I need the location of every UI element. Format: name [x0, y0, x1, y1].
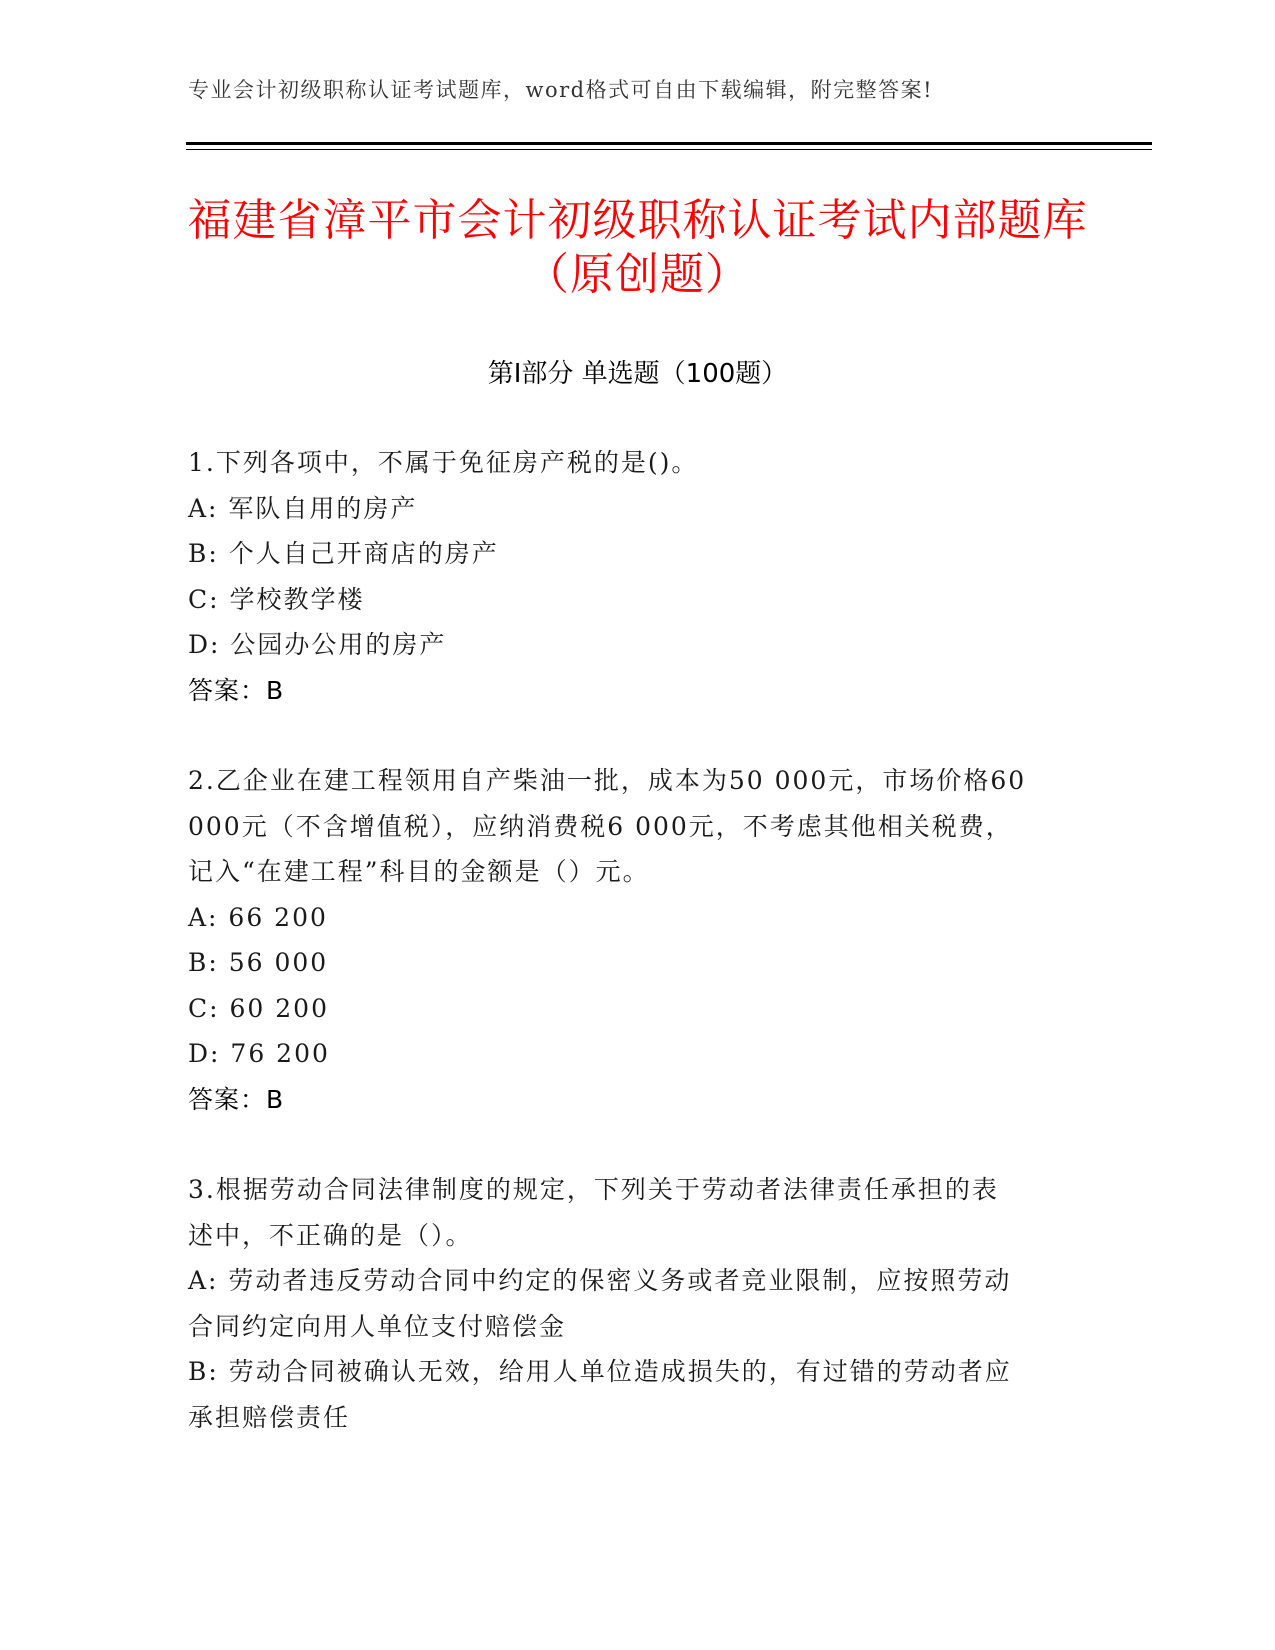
question-1-option-b: B: 个人自己开商店的房产 — [188, 539, 499, 568]
question-2-option-d: D: 76 200 — [188, 1039, 330, 1068]
question-3-stem-line-2: 述中，不正确的是（）。 — [188, 1220, 473, 1250]
header-rule-thick — [186, 142, 1152, 145]
question-3-option-a-line-1: A: 劳动者违反劳动合同中约定的保密义务或者竞业限制，应按照劳动 — [188, 1266, 1012, 1295]
question-3-option-b-line-1: B: 劳动合同被确认无效，给用人单位造成损失的，有过错的劳动者应 — [188, 1357, 1012, 1386]
question-3-option-a-line-2: 合同约定向用人单位支付赔偿金 — [188, 1311, 567, 1341]
section-heading: 第I部分 单选题（100题） — [487, 359, 788, 389]
header-rule-thin — [186, 149, 1152, 150]
header-note: 专业会计初级职称认证考试题库，word格式可自由下载编辑，附完整答案! — [188, 78, 934, 102]
question-2 — [188, 758, 1088, 1122]
question-1-stem: 1.下列各项中，不属于免征房产税的是()。 — [188, 448, 699, 477]
question-1 — [188, 440, 1088, 713]
question-3 — [188, 1167, 1088, 1440]
question-1-option-a: A: 军队自用的房产 — [188, 493, 418, 523]
question-2-answer: 答案：B — [188, 1084, 285, 1114]
question-2-option-c: C: 60 200 — [188, 993, 329, 1023]
question-2-option-b: B: 56 000 — [188, 948, 329, 977]
question-3-option-b-line-2: 承担赔偿责任 — [188, 1402, 351, 1432]
question-1-answer: 答案：B — [188, 675, 285, 705]
question-1-option-c: C: 学校教学楼 — [188, 584, 365, 614]
question-2-stem-line-3: 记入“在建工程”科目的金额是（）元。 — [188, 857, 650, 886]
question-2-stem-line-1: 2.乙企业在建工程领用自产柴油一批，成本为50 000元，市场价格60 — [188, 766, 1027, 795]
question-1-option-d: D: 公园办公用的房产 — [188, 630, 447, 659]
question-2-stem-line-2: 000元（不含增值税），应纳消费税6 000元，不考虑其他相关税费， — [188, 811, 1013, 841]
question-2-option-a: A: 66 200 — [188, 902, 328, 932]
question-3-stem-line-1: 3.根据劳动合同法律制度的规定，下列关于劳动者法律责任承担的表 — [188, 1175, 999, 1204]
document-title: 福建省漳平市会计初级职称认证考试内部题库（原创题） — [187, 195, 1088, 300]
question-list — [188, 440, 1088, 1485]
